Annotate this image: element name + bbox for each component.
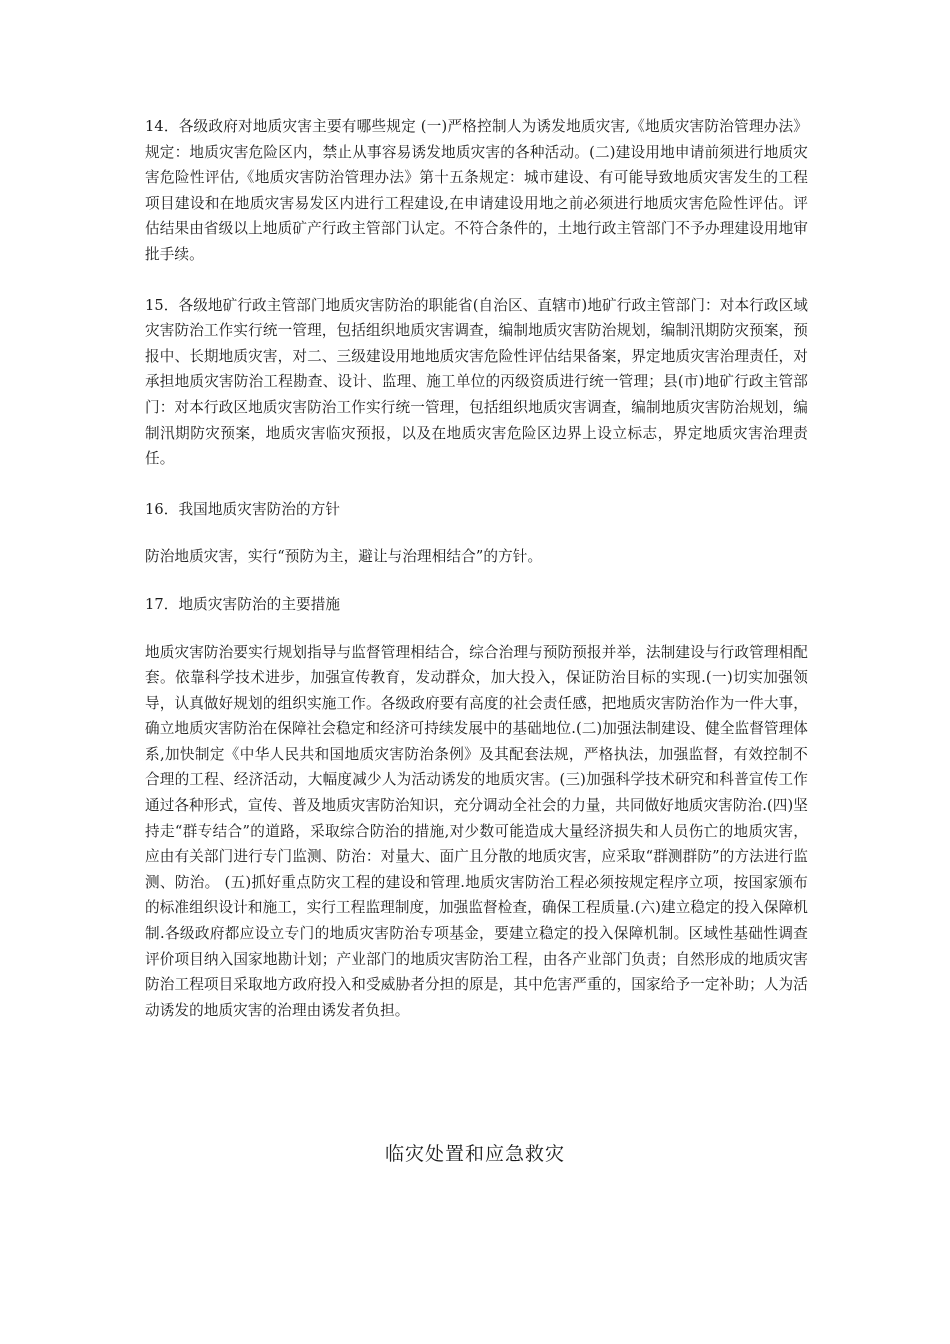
- paragraph-16-body: 防治地质灾害，实行“预防为主，避让与治理相结合”的方针。: [145, 548, 543, 566]
- item-number-17: 17．: [145, 595, 179, 613]
- item-text-14: 各级政府对地质灾害主要有哪些规定 (一)严格控制人为诱发地质灾害,《地质灾害防治管理办法》规定：地质灾害危险区内，禁止从事容易诱发地质灾害的各种活动。(二)建设用地申请前须进行地质灾害危险性评估,《地质灾害防治管理办法》第十五条规定：城市建设、有可能导致地质灾害发生的工程项目建设和在地质灾害易发区内进行工程建设,在申请建设用地之前必须进行地质灾害危险性评估。评估结果由省级以上地质矿产行政主管部门认定。不符合条件的，土地行政主管部门不予办理建设用地审批手续。: [145, 118, 809, 263]
- section-heading: 临灾处置和应急救灾: [384, 1143, 565, 1165]
- item-number-14: 14．: [145, 118, 179, 135]
- paragraph-15: [145, 293, 808, 472]
- item-number-16: 16．: [145, 500, 179, 518]
- paragraph-17-heading: [145, 592, 808, 618]
- paragraph-16-heading: [145, 497, 808, 523]
- paragraph-17-body: 地质灾害防治要实行规划指导与监督管理相结合，综合治理与预防预报并举，法制建设与行政管理相配套。依靠科学技术进步，加强宣传教育，发动群众，加大投入，保证防治目标的实现.(一)切实加强领导，认真做好规划的组织实施工作。各级政府要有高度的社会责任感，把地质灾害防治作为一件大事，确立地质灾害防治在保障社会稳定和经济可持续发展中的基础地位.(二)加强法制建设、健全监督管理体系,加快制定《中华人民共和国地质灾害防治条例》及其配套法规，严格执法，加强监督，有效控制不合理的工程、经济活动，大幅度减少人为活动诱发的地质灾害。(三)加强科学技术研究和科普宣传工作通过各种形式，宣传、普及地质灾害防治知识，充分调动全社会的力量，共同做好地质灾害防治.(四)坚持走“群专结合”的道路，采取综合防治的措施,对少数可能造成大量经济损失和人员伤亡的地质灾害，应由有关部门进行专门监测、防治：对量大、面广且分散的地质灾害，应采取“群测群防”的方法进行监测、防治。 (五)抓好重点防灾工程的建设和管理.地质灾害防治工程必须按规定程序立项，按国家颁布的标准组织设计和施工，实行工程监理制度，加强监督检查，确保工程质量.(六)建立稳定的投入保障机制.各级政府都应设立专门的地质灾害防治专项基金，要建立稳定的投入保障机制。区域性基础性调查评价项目纳入国家地勘计划；产业部门的地质灾害防治工程，由各产业部门负责；自然形成的地质灾害防治工程项目采取地方政府投入和受威胁者分担的原是，其中危害严重的，国家给予一定补助；人为活动诱发的地质灾害的治理由诱发者负担。: [145, 643, 808, 1019]
- document-body: [145, 114, 808, 1023]
- item-number-15: 15．: [145, 296, 179, 314]
- item-text-15: 各级地矿行政主管部门地质灾害防治的职能省(自治区、直辖市)地矿行政主管部门：对本行政区域灾害防治工作实行统一管理，包括组织地质灾害调查，编制地质灾害防治规划，编制汛期防灾预案，预报中、长期地质灾害，对二、三级建设用地地质灾害危险性评估结果备案，界定地质灾害治理责任，对承担地质灾害防治工程勘查、设计、监理、施工单位的丙级资质进行统一管理；县(市)地矿行政主管部门：对本行政区地质灾害防治工作实行统一管理，包括组织地质灾害调查，编制地质灾害防治规划，编制汛期防灾预案，地质灾害临灾预报，以及在地质灾害危险区边界上设立标志，界定地质灾害治理责任。: [145, 296, 808, 468]
- item-text-16: 我国地质灾害防治的方针: [178, 500, 341, 518]
- paragraph-14: [145, 114, 808, 268]
- item-text-17: 地质灾害防治的主要措施: [178, 595, 341, 613]
